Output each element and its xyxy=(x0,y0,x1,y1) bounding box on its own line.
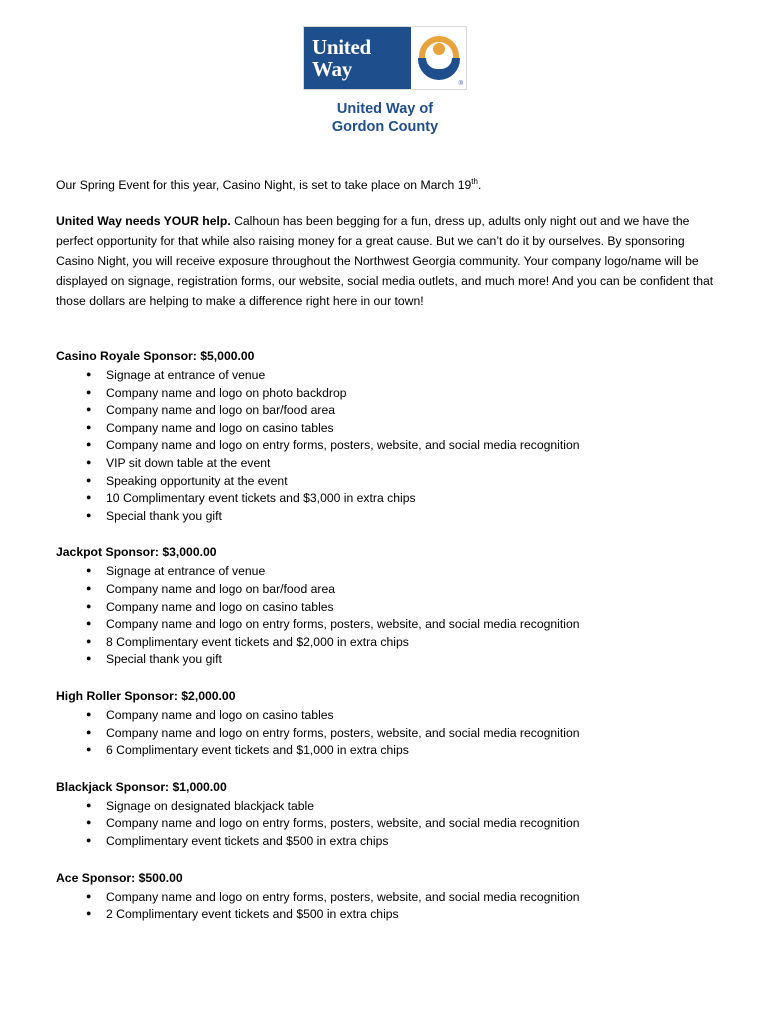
logo-word-way: Way xyxy=(312,57,352,81)
organization-name xyxy=(332,100,438,136)
organization-name-line1: United Way of xyxy=(336,101,434,117)
list-item: ● Company name and logo on entry forms, posters, website, and social media recognition xyxy=(86,616,714,634)
sponsor-level-high-roller xyxy=(56,687,714,760)
sponsor-benefits xyxy=(56,707,714,760)
list-item: ● 8 Complimentary event tickets and $2,000 in extra chips xyxy=(86,634,714,652)
sponsor-level-blackjack xyxy=(56,778,714,851)
intro-text-before: Our Spring Event for this year, Casino Night, is set to take place on March 19 xyxy=(56,178,472,193)
list-item: ● Signage at entrance of venue xyxy=(86,367,714,385)
united-way-symbol-panel xyxy=(411,27,466,89)
intro-ordinal-suffix: th xyxy=(471,177,478,186)
intro-paragraph xyxy=(56,172,714,195)
sponsor-benefits xyxy=(56,563,714,669)
list-item: ● Speaking opportunity at the event xyxy=(86,473,714,491)
list-item: ● 2 Complimentary event tickets and $500 in extra chips xyxy=(86,906,714,924)
list-item: ● Company name and logo on photo backdrop xyxy=(86,385,714,403)
sponsor-level-title: Jackpot Sponsor: $3,000.00 xyxy=(56,545,217,560)
list-item: ● Company name and logo on entry forms, posters, website, and social media recognition xyxy=(86,889,714,907)
list-item: ● Signage on designated blackjack table xyxy=(86,798,714,816)
sponsor-level-title: High Roller Sponsor: $2,000.00 xyxy=(56,688,236,703)
sponsor-levels-list xyxy=(56,347,714,924)
logo-word-united: United xyxy=(312,35,371,59)
list-item: ● Complimentary event tickets and $500 in extra chips xyxy=(86,833,714,851)
sponsor-benefits xyxy=(56,367,714,525)
appeal-lead-bold: United Way needs YOUR help. xyxy=(56,214,231,229)
hand-rainbow-person-icon xyxy=(417,34,461,82)
list-item: ● 6 Complimentary event tickets and $1,000 in extra chips xyxy=(86,742,714,760)
list-item: ● Special thank you gift xyxy=(86,508,714,526)
sponsor-level-casino-royale xyxy=(56,347,714,525)
sponsor-level-jackpot xyxy=(56,543,714,669)
organization-name-line2: Gordon County xyxy=(331,119,439,135)
document-content xyxy=(0,172,770,924)
list-item: ● Company name and logo on casino tables xyxy=(86,420,714,438)
sponsor-benefits xyxy=(56,889,714,924)
logo-wordmark xyxy=(304,27,411,89)
list-item: ● Company name and logo on entry forms, posters, website, and social media recognition xyxy=(86,815,714,833)
list-item: ● VIP sit down table at the event xyxy=(86,455,714,473)
list-item: ● Company name and logo on casino tables xyxy=(86,599,714,617)
list-item: ● Company name and logo on bar/food area xyxy=(86,402,714,420)
sponsor-level-title: Blackjack Sponsor: $1,000.00 xyxy=(56,779,227,794)
sponsor-benefits xyxy=(56,798,714,851)
organization-logo xyxy=(0,0,770,136)
sponsor-level-ace xyxy=(56,869,714,924)
united-way-logo-mark xyxy=(303,26,467,90)
list-item: ● 10 Complimentary event tickets and $3,000 in extra chips xyxy=(86,490,714,508)
intro-text-after: . xyxy=(477,178,482,193)
list-item: ● Company name and logo on entry forms, posters, website, and social media recognition xyxy=(86,437,714,455)
appeal-paragraph xyxy=(56,211,714,311)
list-item: ● Company name and logo on casino tables xyxy=(86,707,714,725)
list-item: ● Company name and logo on bar/food area xyxy=(86,581,714,599)
list-item: ● Special thank you gift xyxy=(86,651,714,669)
sponsor-level-title: Ace Sponsor: $500.00 xyxy=(56,870,183,885)
registered-trademark-icon: ® xyxy=(458,81,463,87)
list-item: ● Company name and logo on entry forms, posters, website, and social media recognition xyxy=(86,725,714,743)
sponsor-level-title: Casino Royale Sponsor: $5,000.00 xyxy=(56,349,255,364)
appeal-body-text: Calhoun has been begging for a fun, dress up, adults only night out and we have the perfect opportunity for that while also raising money for a great cause. But we can’t do it by ourselves. By sponsoring Casino Night, you will receive exposure throughout the Northwest Georgia community. Your company logo/name will be displayed on signage, registration forms, our website, social media outlets, and much more! And you can be confident that those dollars are helping to make a difference right here in our town! xyxy=(56,214,714,309)
list-item: ● Signage at entrance of venue xyxy=(86,563,714,581)
